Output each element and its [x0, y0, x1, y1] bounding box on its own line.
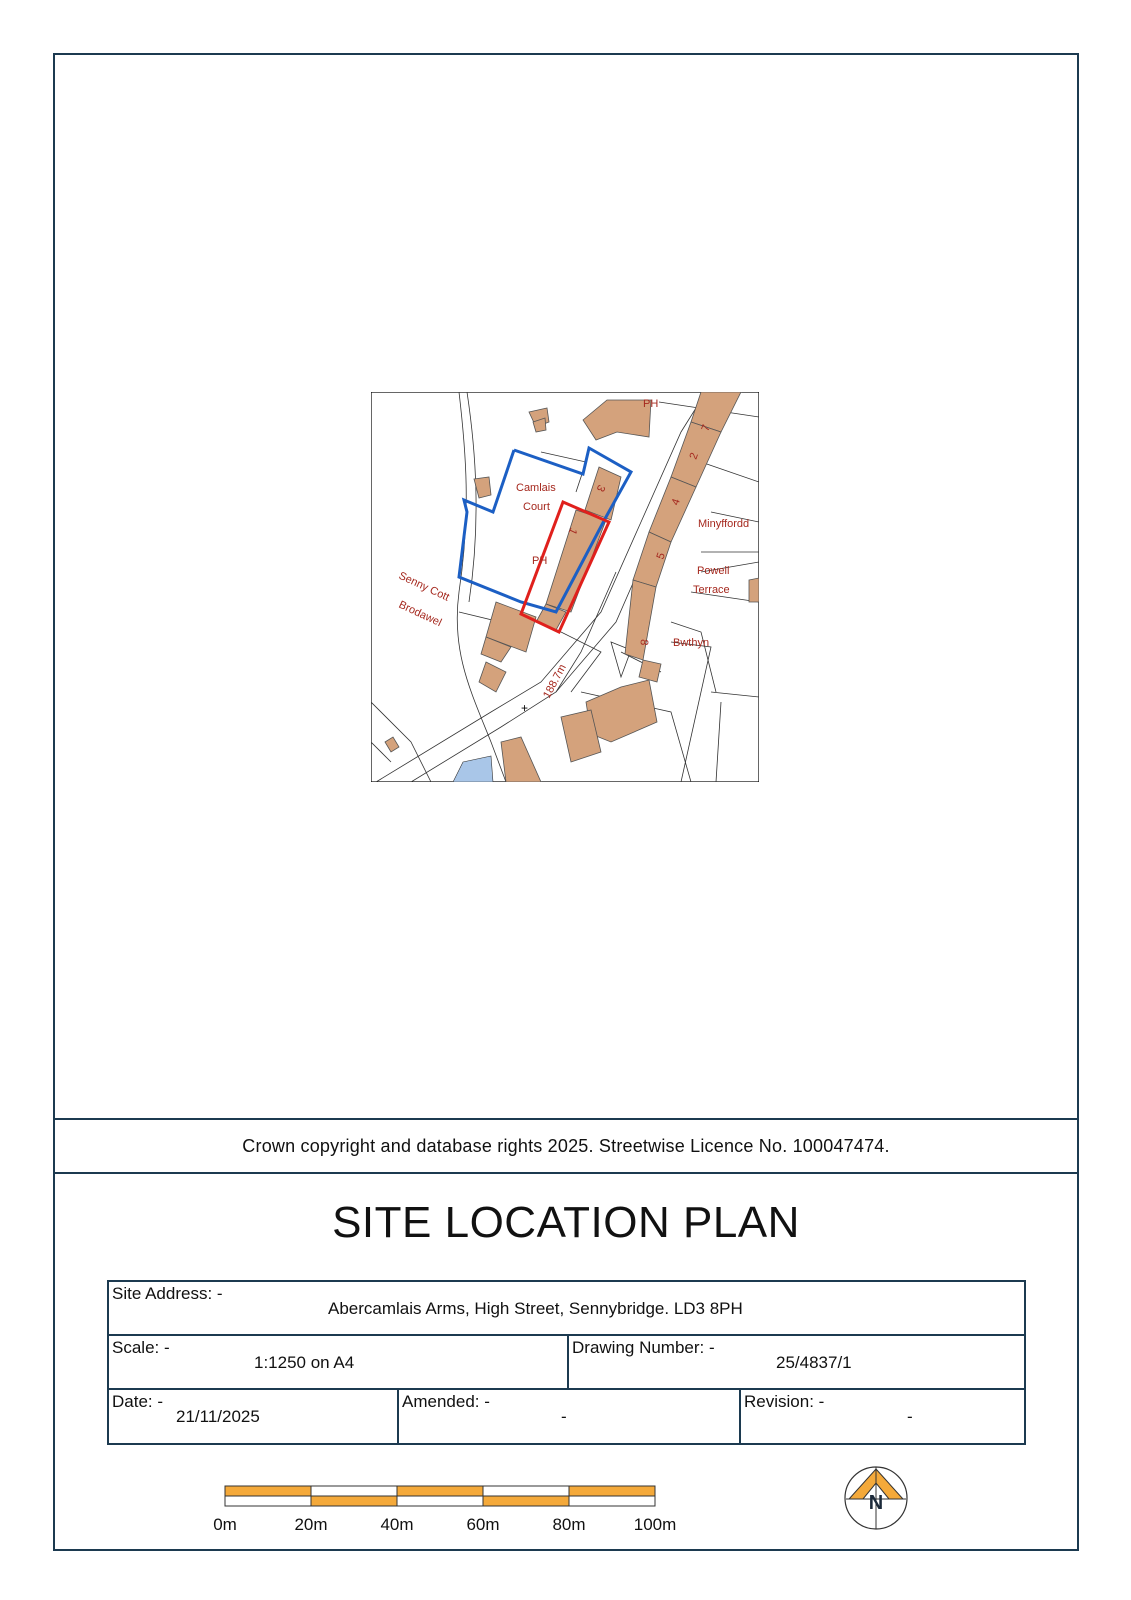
scale-label-40: 40m [380, 1515, 414, 1534]
amended-value: - [561, 1407, 567, 1426]
spot-height-marker: + [521, 701, 529, 715]
date-cell [109, 1390, 397, 1443]
label-house-5: 5 [654, 551, 668, 562]
label-house-2: 2 [687, 451, 701, 462]
scale-label-80: 80m [552, 1515, 586, 1534]
label-court: Court [523, 501, 550, 513]
label-spot-height: 188.7m [541, 662, 569, 701]
drawing-number-value: 25/4837/1 [776, 1353, 852, 1372]
label-camlais: Camlais [516, 482, 556, 494]
site-address-value: Abercamlais Arms, High Street, Sennybridge. LD3 8PH [328, 1299, 743, 1318]
scale-segment [311, 1496, 397, 1506]
site-map [371, 392, 759, 782]
label-house-3: 3 [593, 482, 608, 494]
revision-cell [741, 1390, 1024, 1443]
scale-segment [225, 1496, 311, 1506]
date-value: 21/11/2025 [176, 1407, 260, 1426]
revision-value: - [907, 1407, 913, 1426]
scale-cell [109, 1336, 567, 1388]
north-letter: N [868, 1492, 884, 1514]
copyright-text: Crown copyright and database rights 2025. Streetwise Licence No. 100047474. [242, 1135, 890, 1156]
amended-label: Amended: - [402, 1392, 490, 1411]
date-label: Date: - [112, 1392, 164, 1411]
site-address-label: Site Address: - [112, 1284, 223, 1303]
drawing-number-cell [569, 1336, 1024, 1388]
scale-segment [483, 1496, 569, 1506]
label-minyffordd: Minyffordd [698, 518, 750, 530]
label-ph-top: PH [643, 398, 659, 410]
scale-bar [224, 1485, 659, 1509]
label-terrace: Terrace [693, 584, 730, 596]
scale-segment [569, 1496, 655, 1506]
north-arrow-icon [843, 1463, 909, 1533]
amended-cell [399, 1390, 739, 1443]
label-house-1: 1 [565, 525, 580, 537]
scale-value: 1:1250 on A4 [254, 1353, 355, 1372]
scale-segment [225, 1486, 311, 1496]
scale-segment [397, 1496, 483, 1506]
site-address-cell [109, 1282, 1024, 1334]
label-bwthyn: Bwthyn [673, 637, 710, 649]
label-ph-site: PH [532, 555, 548, 567]
scale-segment [397, 1486, 483, 1496]
scale-segment [311, 1486, 397, 1496]
label-senny-cott: Senny Cott [396, 569, 452, 604]
scale-label-100: 100m [633, 1515, 677, 1534]
label-house-8: 8 [637, 638, 650, 646]
label-house-4: 4 [669, 497, 683, 508]
drawing-number-label: Drawing Number: - [572, 1338, 715, 1357]
copyright-notice [53, 1118, 1079, 1174]
page-title: SITE LOCATION PLAN [332, 1198, 800, 1247]
label-house-7: 7 [699, 423, 713, 434]
label-powell: Powell [697, 565, 730, 577]
title-block [107, 1280, 1026, 1445]
scale-label-60: 60m [466, 1515, 500, 1534]
scale-segment [483, 1486, 569, 1496]
scale-label-0: 0m [213, 1515, 237, 1534]
label-brodawel: Brodawel [396, 598, 444, 630]
scale-segment [569, 1486, 655, 1496]
scale-label-20: 20m [294, 1515, 328, 1534]
revision-label: Revision: - [744, 1392, 825, 1411]
scale-label: Scale: - [112, 1338, 170, 1357]
